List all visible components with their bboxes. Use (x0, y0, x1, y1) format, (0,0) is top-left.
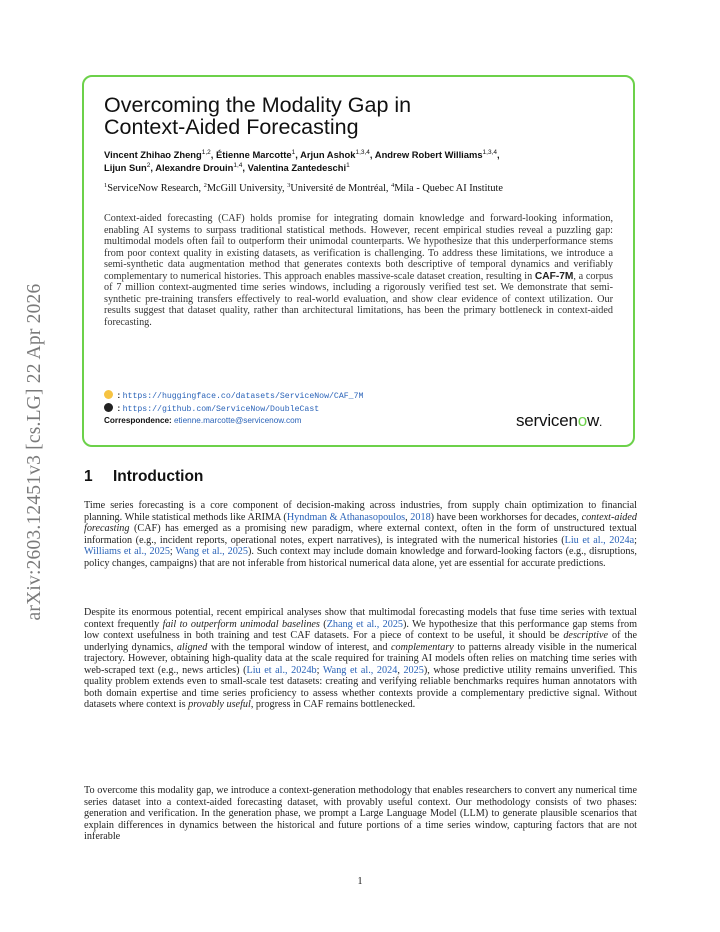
citation-link[interactable]: Zhang et al., 2025 (326, 618, 404, 630)
affil-name: ServiceNow Research, (107, 183, 204, 194)
link-colon: : (115, 390, 123, 400)
body-text: (CAF) has emerged as a promising new paradigm, where external context, often in the form of unstructured textual information (e.g., incident reports, operational notes, expert narratives), is integrated with the numerical histories ( (84, 523, 637, 546)
arxiv-id-text: arXiv:2603.12451v3 [cs.LG] 22 Apr 2026 (24, 283, 45, 621)
page-number: 1 (357, 876, 363, 887)
emphasis-text: aligned (176, 641, 208, 653)
body-text: ), whose predictive utility remains unverified. This quality problem extends even to small-scale test datasets: creating and verifying reliable benchmarks requires human annotators with both domain expertise and time series proficiency to assess whether contexts provide a complementary predictive signal. Without datasets where context is (84, 664, 637, 711)
body-text: , (405, 511, 411, 523)
logo-text: w (586, 411, 600, 430)
body-text: ; (316, 664, 323, 676)
body-text: Despite its enormous potential, recent empirical analyses show that multimodal forecasting models that fuse time series with textual context frequently (84, 607, 637, 630)
body-text: , progress in CAF remains bottlenecked. (250, 699, 416, 711)
link-colon: : (115, 402, 123, 413)
correspondence-label: Correspondence: (104, 416, 172, 425)
author (155, 162, 247, 173)
author-name: Alexandre Drouin (155, 161, 234, 173)
arxiv-identifier-sidebar (21, 262, 49, 642)
citation-link[interactable]: 2018 (410, 511, 431, 523)
body-text: , (397, 664, 404, 676)
affil-sup: 3 (287, 182, 291, 189)
emphasis-text: fail to outperform unimodal baselines (162, 618, 320, 630)
citation-link[interactable]: Liu et al., 2024a (564, 534, 635, 546)
body-text: To overcome this modality gap, we introduce a context-generation methodology that enables researchers to convert any numerical time series dataset into a context-aided forecasting dataset, with provably useful context. Our methodology consists of two phases: generation and verification. In the generation phase, we prompt a Large Language Model (LLM) to generate plausible scenarios that explain differences in dynamics between the historical and future portions of a time series window, capturing factors that are not inferable (84, 785, 637, 843)
body-text: with the temporal window of interest, and (207, 641, 391, 653)
body-text: of the underlying dynamics, (84, 630, 637, 653)
body-text: ). Such context may include domain knowledge and forward-looking factors (e.g., disruptions, policy changes, campaigns) that are not inferable from historical numerical data alone, yet are essential for accurate predictions. (84, 546, 637, 569)
logo-text: servicen (516, 411, 578, 430)
citation-link[interactable]: 2025 (403, 664, 424, 676)
title-line-2: Context-Aided Forecasting (104, 115, 359, 139)
body-text: to patterns already visible in the numerical trajectory. However, obtaining high-quality data at the scale required for training AI models often relies on matching time series with web-scraped text (e.g., news articles) ( (84, 641, 637, 676)
correspondence-row (104, 414, 363, 427)
abstract (104, 213, 613, 328)
affiliations (104, 182, 624, 195)
author (300, 149, 375, 160)
author-name: Valentina Zantedeschi (247, 161, 347, 173)
paragraph-3 (84, 785, 637, 843)
author-affil-sup: 1,4 (233, 161, 243, 169)
affil-name: Université de Montréal, (290, 183, 392, 194)
code-link[interactable]: https://github.com/ServiceNow/DoubleCast (122, 404, 320, 414)
author-sep: , (369, 149, 375, 160)
affil-name: Mila - Quebec AI Institute (394, 183, 503, 194)
author-sep: , (210, 149, 217, 160)
section-heading (84, 468, 203, 486)
title-line-1: Overcoming the Modality Gap in (104, 93, 412, 117)
hugging-face-icon (104, 390, 113, 399)
github-icon (104, 403, 113, 412)
affil-name: McGill University, (206, 183, 288, 194)
author-affil-sup: 1,3,4 (355, 149, 370, 156)
author-name: Étienne Marcotte (216, 149, 292, 160)
logo-o: o (577, 411, 587, 430)
author (104, 149, 216, 160)
paragraph-2 (84, 607, 637, 711)
citation-link[interactable]: Williams et al., 2025 (84, 546, 170, 558)
author (104, 162, 155, 173)
author-affil-sup: 1,3,4 (482, 149, 498, 156)
body-text: ). We hypothesize that this performance gap stems from low context usefulness in both training and test CAF datasets. For a piece of context to be useful, it should be (84, 618, 637, 642)
dataset-name: CAF-7M (534, 270, 574, 282)
code-link-row (104, 402, 363, 415)
dataset-link-row (104, 389, 363, 402)
body-text: ; (634, 534, 638, 546)
author-affil-sup: 1 (346, 161, 350, 169)
author-list (104, 149, 614, 174)
paper-title (104, 94, 534, 138)
logo-dot: . (599, 415, 603, 429)
emphasis-text: context-aided forecasting (84, 511, 638, 535)
author (216, 149, 300, 160)
citation-link[interactable]: Liu et al., 2024b (246, 664, 317, 676)
author-name: Vincent Zhihao Zheng (104, 149, 202, 160)
abstract-text: Context-aided forecasting (CAF) holds promise for integrating domain knowledge and forward-looking information, enabling AI systems to surpass traditional statistical methods. However, recent empirical studies reveal a puzzling gap: multimodal models often fail to outperform their unimodal counterparts. We hypothesize that this underperformance stems from poor context quality in existing datasets, as verification is challenging. To address these limitations, we introduce a semi-synthetic data augmentation method that generates contexts both descriptive of temporal dynamics and verifiably complementary to numerical histories. This approach enables massive-scale dataset creation, resulting in (104, 213, 613, 282)
citation-link[interactable]: Hyndman & Athanasopoulos (286, 511, 406, 523)
dataset-link[interactable]: https://huggingface.co/datasets/ServiceNow/CAF_7M (122, 392, 364, 401)
author-affil-sup: 2 (146, 161, 151, 169)
author (248, 162, 350, 173)
body-text: ( (319, 618, 327, 630)
body-text: Time series forecasting is a core component of decision-making across industries, from supply chain optimization to financial planning. While statistical methods like ARIMA ( (84, 500, 637, 523)
emphasis-text: descriptive (563, 630, 609, 642)
paragraph-1 (84, 500, 637, 569)
body-text: ) have been workhorses for decades, (430, 511, 582, 523)
section-number: 1 (84, 468, 93, 485)
affil-sup: 1 (104, 182, 108, 189)
emphasis-text: provably useful (188, 699, 251, 711)
citation-link[interactable]: Wang et al., 2024 (322, 664, 398, 676)
body-text: ; (169, 546, 176, 558)
author-name: Arjun Ashok (300, 149, 356, 160)
affil-sup: 4 (391, 182, 395, 189)
resource-links (104, 389, 363, 427)
emphasis-text: complementary (391, 641, 454, 653)
author-sep: , (150, 161, 156, 173)
author (375, 149, 500, 160)
author-name: Lijun Sun (104, 161, 147, 173)
correspondence-email-link[interactable]: etienne.marcotte@servicenow.com (173, 416, 302, 425)
citation-link[interactable]: Wang et al., 2025 (175, 546, 248, 558)
author-sep: , (497, 149, 500, 160)
servicenow-logo (516, 411, 602, 431)
author-affil-sup: 1 (291, 149, 296, 156)
author-affil-sup: 1,2 (201, 149, 211, 156)
affil-sup: 2 (203, 182, 207, 189)
author-name: Andrew Robert Williams (374, 149, 483, 160)
author-sep: , (295, 149, 301, 160)
abstract-text: , a corpus of 7 million context-augmented time series windows, including a rigorously verified test set. We demonstrate that semi-synthetic pre-training transfers effectively to real-world evaluation, and show clear evidence of context utilization. Our results suggest that dataset quality, rather than architectural limitations, has been the primary bottleneck in context-aided forecasting. (104, 270, 613, 328)
author-sep: , (242, 161, 248, 173)
section-title: Introduction (113, 468, 204, 485)
